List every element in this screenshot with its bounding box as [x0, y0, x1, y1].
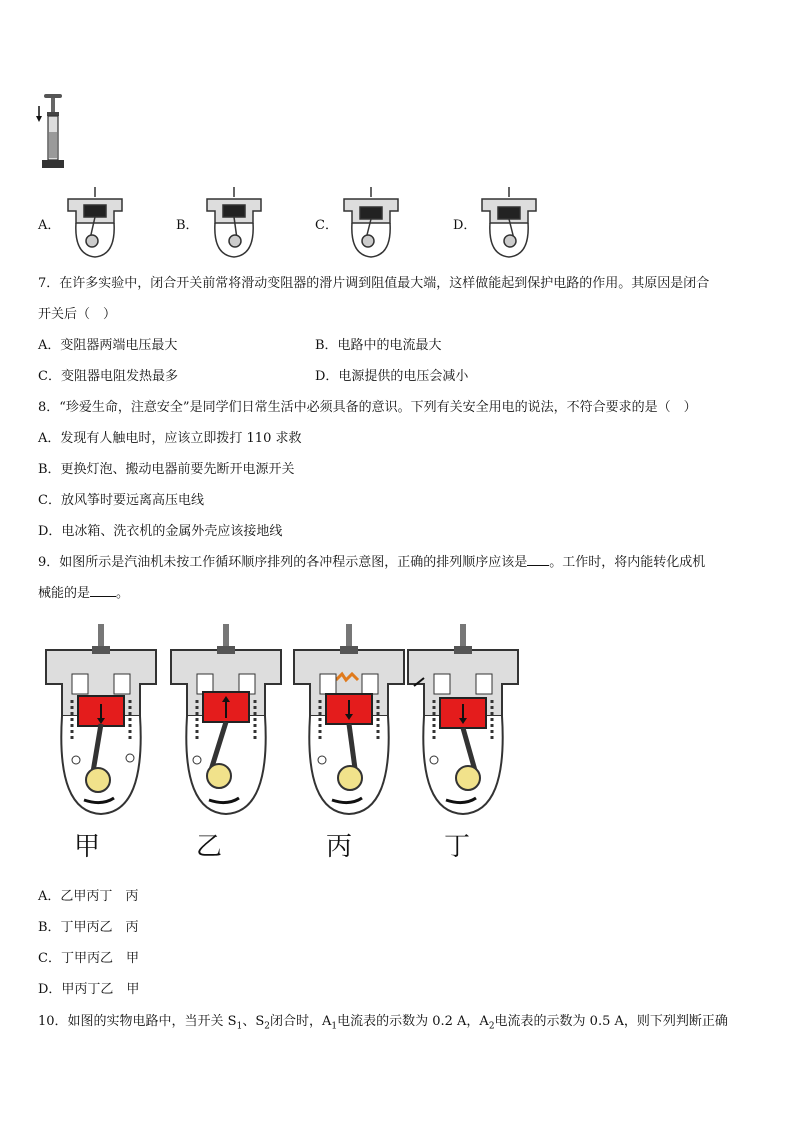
q8-stem: 8．“珍爱生命，注意安全”是同学们日常生活中必须具备的意识。下列有关安全用电的说法，不符合要求的是（ ） [38, 400, 697, 415]
q6-option-d-label: D． [453, 218, 477, 233]
q10-sub-a1: 1 [331, 1021, 338, 1032]
q8-option-b: B．更换灯泡、搬动电器前要先断开电源开关 [38, 462, 295, 477]
q9-stem-line2-a: 械能的是 [38, 586, 91, 601]
q10-text-3: 闭合时，A [269, 1014, 332, 1029]
q9-stem-line1 [38, 551, 705, 570]
engine-label-jia: 甲 [74, 832, 101, 862]
q9-option-c: C．丁甲丙乙 甲 [38, 951, 139, 966]
q7-option-a: A．变阻器两端电压最大 [38, 338, 178, 353]
q9-option-a: A．乙甲丙丁 丙 [38, 889, 139, 904]
q6-engine-b [203, 185, 265, 260]
q10-text-2: 、S [242, 1014, 265, 1029]
q10-stem [38, 1010, 728, 1032]
q10-sub-s2: 2 [264, 1021, 270, 1032]
air-pump-figure [36, 92, 72, 174]
engine-stroke-jia [42, 620, 160, 818]
q8-option-d: D．电冰箱、洗衣机的金属外壳应该接地线 [38, 524, 283, 539]
q7-stem-line1: 7．在许多实验中，闭合开关前常将滑动变阻器的滑片调到阻值最大端，这样做能起到保护电路的作用。其原因是闭合 [38, 276, 710, 291]
engine-stroke-bing [290, 620, 408, 818]
q10-text-5: 电流表的示数为 0.5 A，则下列判断正确 [494, 1014, 728, 1029]
q6-option-c-label: C． [315, 218, 338, 233]
engine-label-bing: 丙 [326, 832, 353, 862]
q9-answer-blank-2 [90, 584, 116, 597]
q6-engine-a [64, 185, 126, 260]
q7-option-b: B．电路中的电流最大 [315, 338, 442, 353]
q7-option-d: D．电源提供的电压会减小 [315, 369, 469, 384]
q6-engine-d [478, 185, 540, 260]
q10-text-1: 10．如图的实物电路中，当开关 S [38, 1014, 237, 1029]
q10-sub-a2: 2 [488, 1021, 495, 1032]
q7-option-c: C．变阻器电阻发热最多 [38, 369, 178, 384]
engine-label-yi: 乙 [196, 832, 223, 862]
q9-option-d: D．甲丙丁乙 甲 [38, 982, 140, 997]
q9-answer-blank-1 [527, 553, 549, 566]
q6-engine-c [340, 185, 402, 260]
q7-stem-line2: 开关后（ ） [38, 307, 117, 322]
engine-stroke-yi [167, 620, 285, 818]
q9-option-b: B．丁甲丙乙 丙 [38, 920, 139, 935]
q8-option-a: A．发现有人触电时，应该立即拨打 110 求救 [38, 431, 302, 446]
q9-stem-line2 [38, 582, 129, 601]
q8-option-c: C．放风筝时要远离高压电线 [38, 493, 204, 508]
q6-option-a-label: A． [38, 218, 61, 233]
q9-stem-line1-b: 。工作时，将内能转化成机 [549, 555, 706, 570]
q9-stem-line1-a: 9．如图所示是汽油机未按工作循环顺序排列的各冲程示意图，正确的排列顺序应该是 [38, 555, 528, 570]
q9-stem-line2-b: 。 [116, 586, 130, 601]
engine-label-ding: 丁 [444, 832, 471, 862]
engine-stroke-ding [404, 620, 522, 818]
q6-option-b-label: B． [176, 218, 199, 233]
q10-text-4: 电流表的示数为 0.2 A，A [337, 1014, 489, 1029]
q10-sub-s1: 1 [236, 1021, 243, 1032]
